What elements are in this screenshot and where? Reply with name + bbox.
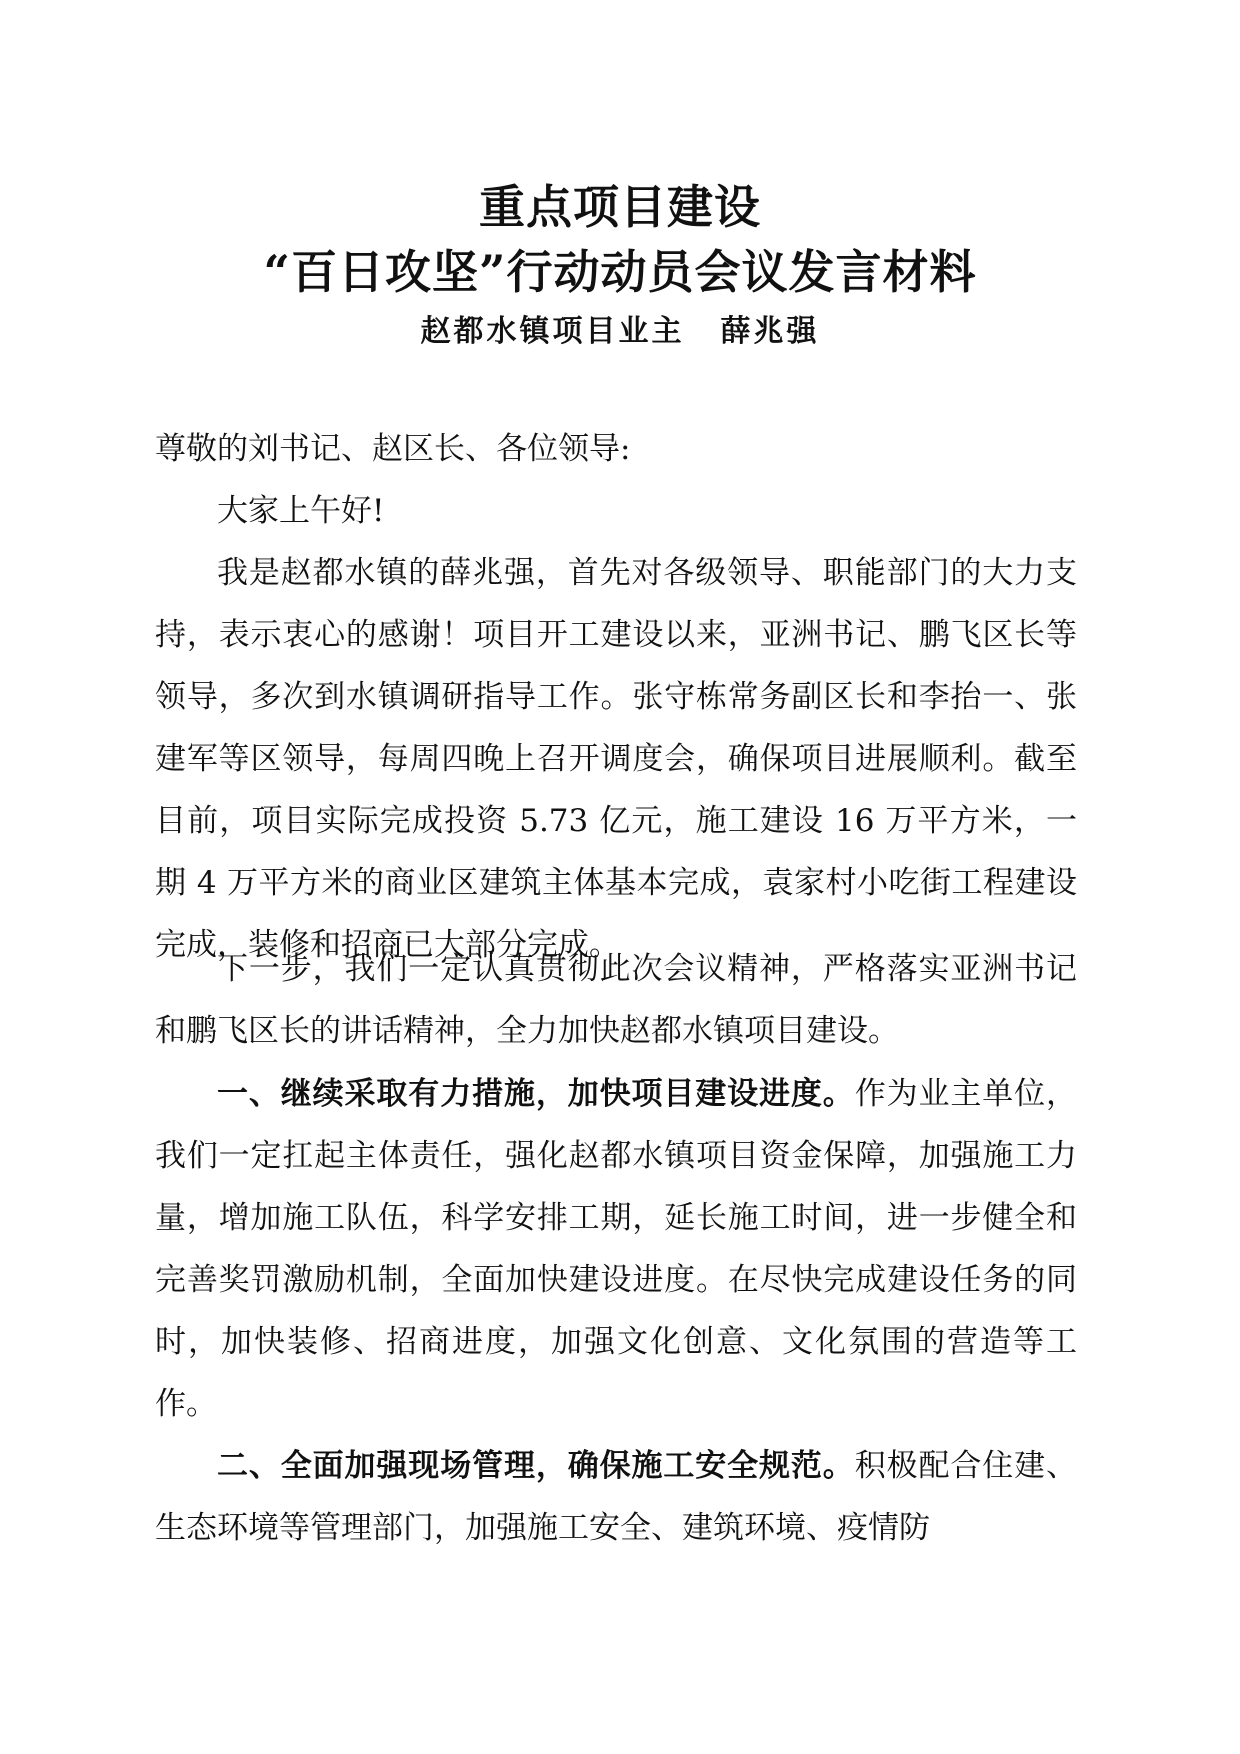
author-line xyxy=(0,312,1240,352)
greeting-paragraph: 大家上午好! xyxy=(217,493,385,529)
section-2-text: 积极配合住建、生态环境等管理部门，加强施工安全、建筑环境、疫情防 xyxy=(155,1448,1078,1546)
next-step-paragraph: 下一步，我们一定认真贯彻此次会议精神，严格落实亚洲书记和鹏飞区长的讲话精神，全力加快赵都水镇项目建设。 xyxy=(155,951,1077,1049)
section-2-paragraph xyxy=(155,1435,1077,1559)
section-1-heading: 一、继续采取有力措施，加快项目建设进度。 xyxy=(217,1076,855,1112)
author-name: 薛兆强 xyxy=(720,314,820,349)
section-2-heading: 二、全面加强现场管理，确保施工安全规范。 xyxy=(217,1448,855,1484)
author-role: 赵都水镇项目业主 xyxy=(420,314,685,349)
document-title-line-2: “百日攻坚”行动动员会议发言材料 xyxy=(263,245,977,299)
salutation: 尊敬的刘书记、赵区长、各位领导: xyxy=(155,431,631,467)
intro-paragraph: 我是赵都水镇的薛兆强，首先对各级领导、职能部门的大力支持，表示衷心的感谢！项目开工建设以来，亚洲书记、鹏飞区长等领导，多次到水镇调研指导工作。张守栋常务副区长和李抬一、张建军等区领导，每周四晚上召开调度会，确保项目进展顺利。截至目前，项目实际完成投资 5.73 亿元，施工建设 16 万平方米，一期 4 万平方米的商业区建筑主体基本完成，袁家村小吃街工程建设完成，装修和招商已大部分完成。 xyxy=(155,555,1077,963)
document-title-line-1: 重点项目建设 xyxy=(479,180,761,234)
section-1-text: 作为业主单位，我们一定扛起主体责任，强化赵都水镇项目资金保障，加强施工力量，增加施工队伍，科学安排工期，延长施工时间，进一步健全和完善奖罚激励机制，全面加快建设进度。在尽快完成建设任务的同时，加快装修、招商进度，加强文化创意、文化氛围的营造等工作。 xyxy=(155,1076,1078,1422)
section-1-paragraph xyxy=(155,1063,1077,1435)
